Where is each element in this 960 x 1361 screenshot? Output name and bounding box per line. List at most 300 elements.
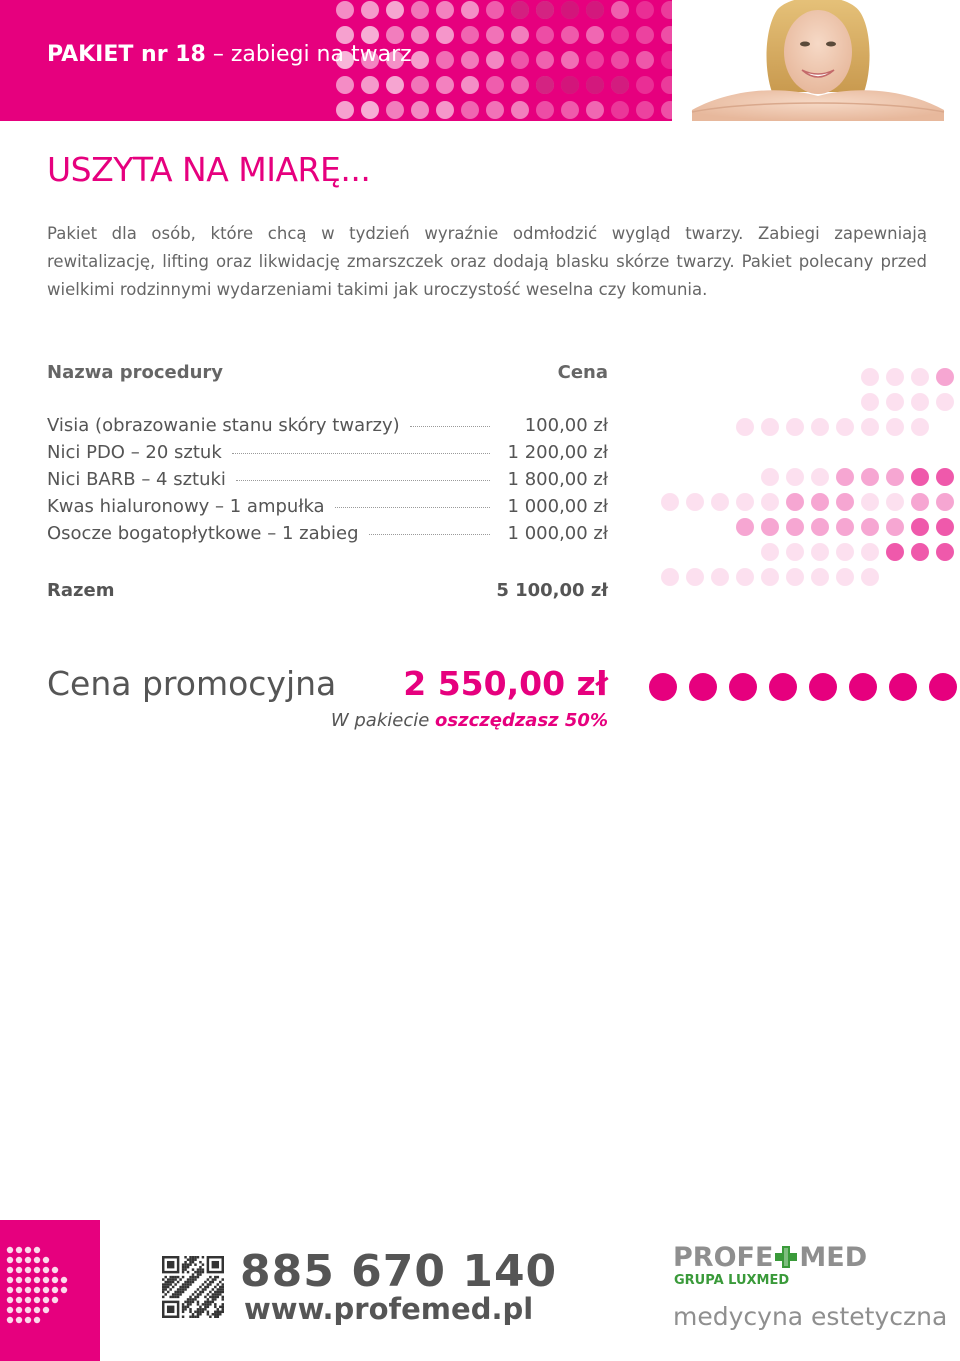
- decor-dot: [586, 76, 604, 94]
- qr-module: [167, 1261, 174, 1268]
- decor-dot: [461, 1, 479, 19]
- qr-module: [217, 1313, 219, 1315]
- qr-module: [177, 1276, 179, 1278]
- qr-module: [222, 1311, 224, 1313]
- qr-module: [194, 1316, 196, 1318]
- qr-module: [212, 1281, 214, 1283]
- decor-dot: [861, 568, 879, 586]
- decor-dot: [611, 26, 629, 44]
- qr-module: [182, 1266, 184, 1268]
- decor-dot: [561, 1, 579, 19]
- qr-module: [197, 1308, 199, 1310]
- decor-dot: [786, 493, 804, 511]
- intro-paragraph: Pakiet dla osób, które chcą w tydzień wyraźnie odmłodzić wygląd twarzy. Zabiegi zapewniają rewitalizację, lifting oraz likwidację zmarszczek oraz dodają blasku skórze twarzy. Pakiet polecany przed wielkimi rodzinnymi wydarzeniami takimi jak uroczystość weselna czy komunia.: [47, 224, 927, 299]
- decor-dot: [786, 518, 804, 536]
- procedure-name: Visia (obrazowanie stanu skóry twarzy): [47, 415, 400, 436]
- qr-module: [192, 1316, 194, 1318]
- dotted-leader: [236, 480, 490, 481]
- qr-module: [182, 1316, 184, 1318]
- qr-module: [202, 1268, 204, 1270]
- section-heading: USZYTA NA MIARĘ...: [47, 150, 371, 189]
- decor-dot: [43, 1297, 49, 1303]
- decor-dot: [586, 51, 604, 69]
- decor-dot: [736, 568, 754, 586]
- decor-dot: [461, 76, 479, 94]
- qr-module: [187, 1266, 189, 1268]
- qr-module: [214, 1296, 216, 1298]
- qr-module: [202, 1283, 204, 1285]
- qr-module: [172, 1286, 174, 1288]
- qr-module: [162, 1296, 164, 1298]
- procedure-price: 1 000,00 zł: [507, 523, 608, 544]
- qr-module: [189, 1278, 191, 1280]
- decor-dot: [929, 673, 957, 701]
- decor-dot: [7, 1247, 13, 1253]
- qr-module: [164, 1288, 166, 1290]
- decor-dot: [436, 101, 454, 119]
- package-subtitle: – zabiegi na twarz: [205, 42, 412, 67]
- total-value: 5 100,00 zł: [496, 580, 608, 601]
- qr-module: [174, 1283, 176, 1285]
- qr-module: [212, 1293, 214, 1295]
- decor-dot: [911, 393, 929, 411]
- qr-module: [222, 1288, 224, 1290]
- qr-module: [222, 1278, 224, 1280]
- decor-dot: [649, 673, 677, 701]
- decor-dot: [7, 1257, 13, 1263]
- qr-module: [197, 1288, 199, 1290]
- qr-module: [182, 1311, 184, 1313]
- qr-module: [202, 1288, 204, 1290]
- qr-module: [169, 1281, 171, 1283]
- decor-dot: [43, 1307, 49, 1313]
- qr-module: [194, 1263, 196, 1265]
- qr-module: [217, 1291, 219, 1293]
- decor-dot: [561, 26, 579, 44]
- savings-note: [300, 710, 608, 731]
- qr-module: [197, 1303, 199, 1305]
- qr-module: [194, 1278, 196, 1280]
- qr-module: [179, 1286, 181, 1288]
- qr-module: [207, 1298, 209, 1300]
- decor-dot: [411, 51, 429, 69]
- qr-module: [219, 1293, 221, 1295]
- qr-module: [192, 1256, 194, 1258]
- decor-dot: [361, 101, 379, 119]
- qr-module: [219, 1288, 221, 1290]
- qr-module: [184, 1301, 186, 1303]
- decor-dot: [16, 1267, 22, 1273]
- qr-module: [182, 1286, 184, 1288]
- decor-dot: [711, 493, 729, 511]
- qr-module: [174, 1278, 176, 1280]
- decor-dot: [811, 418, 829, 436]
- decor-dot: [34, 1247, 40, 1253]
- qr-module: [202, 1271, 204, 1273]
- qr-module: [192, 1298, 194, 1300]
- decor-dot: [511, 1, 529, 19]
- qr-module: [194, 1291, 196, 1293]
- decor-dot: [361, 1, 379, 19]
- decor-dot: [811, 518, 829, 536]
- decor-dot: [461, 101, 479, 119]
- column-header-procedure: Nazwa procedury: [47, 362, 224, 383]
- qr-module: [184, 1306, 186, 1308]
- qr-module: [172, 1278, 174, 1280]
- qr-module: [217, 1283, 219, 1285]
- qr-module: [219, 1311, 221, 1313]
- decor-dot: [811, 468, 829, 486]
- qr-module: [214, 1298, 216, 1300]
- qr-module: [217, 1316, 219, 1318]
- qr-module: [182, 1303, 184, 1305]
- decor-dot: [561, 51, 579, 69]
- qr-module: [177, 1296, 179, 1298]
- decor-dot: [686, 568, 704, 586]
- decor-dot: [911, 518, 929, 536]
- decor-dot: [911, 543, 929, 561]
- decor-dot: [861, 393, 879, 411]
- qr-module: [192, 1276, 194, 1278]
- procedure-name: Nici BARB – 4 sztuki: [47, 469, 226, 490]
- decor-dot: [43, 1287, 49, 1293]
- qr-module: [187, 1258, 189, 1260]
- qr-module: [197, 1311, 199, 1313]
- decor-dot: [7, 1277, 13, 1283]
- qr-module: [189, 1256, 191, 1258]
- decor-dot: [52, 1297, 58, 1303]
- qr-module: [197, 1296, 199, 1298]
- decor-dot: [911, 368, 929, 386]
- decor-dot: [486, 1, 504, 19]
- qr-module: [207, 1313, 209, 1315]
- procedure-price: 100,00 zł: [524, 415, 608, 436]
- qr-module: [209, 1283, 211, 1285]
- decor-dot: [411, 76, 429, 94]
- decor-dot: [861, 418, 879, 436]
- decor-dot: [836, 518, 854, 536]
- decor-dot: [886, 518, 904, 536]
- decor-dot: [25, 1287, 31, 1293]
- qr-module: [164, 1293, 166, 1295]
- qr-module: [177, 1288, 179, 1290]
- qr-module: [209, 1303, 211, 1305]
- qr-module: [212, 1296, 214, 1298]
- decor-dot: [611, 101, 629, 119]
- decor-dot: [386, 76, 404, 94]
- decor-dot: [336, 1, 354, 19]
- qr-module: [214, 1286, 216, 1288]
- decor-dot: [736, 493, 754, 511]
- dotted-leader: [232, 453, 490, 454]
- qr-module: [189, 1258, 191, 1260]
- qr-module: [219, 1291, 221, 1293]
- qr-module: [197, 1276, 199, 1278]
- qr-module: [194, 1298, 196, 1300]
- qr-module: [217, 1288, 219, 1290]
- qr-module: [199, 1273, 201, 1275]
- total-label: Razem: [47, 580, 115, 601]
- phone-number[interactable]: 885 670 140: [240, 1246, 558, 1297]
- qr-module: [179, 1278, 181, 1280]
- qr-module: [209, 1276, 211, 1278]
- decor-dot: [34, 1287, 40, 1293]
- procedure-row: [47, 469, 608, 496]
- decor-dot: [936, 368, 954, 386]
- qr-module: [199, 1261, 201, 1263]
- qr-module: [167, 1291, 169, 1293]
- qr-module: [217, 1308, 219, 1310]
- qr-module: [197, 1313, 199, 1315]
- decor-dot: [361, 76, 379, 94]
- decor-dot: [636, 76, 654, 94]
- qr-module: [209, 1301, 211, 1303]
- qr-module: [214, 1278, 216, 1280]
- decor-dot: [7, 1317, 13, 1323]
- qr-module: [187, 1306, 189, 1308]
- qr-module: [214, 1276, 216, 1278]
- qr-module: [169, 1296, 171, 1298]
- qr-module: [197, 1256, 199, 1258]
- savings-prefix: W pakiecie: [330, 710, 436, 731]
- qr-module: [179, 1288, 181, 1290]
- dotted-leader: [369, 534, 490, 535]
- side-dot-pattern: [650, 360, 960, 610]
- qr-module: [207, 1278, 209, 1280]
- decor-dot: [411, 26, 429, 44]
- qr-module: [187, 1301, 189, 1303]
- decor-dot: [16, 1247, 22, 1253]
- decor-dot: [611, 1, 629, 19]
- decor-dot: [436, 51, 454, 69]
- qr-module: [162, 1286, 164, 1288]
- qr-module: [169, 1288, 171, 1290]
- decor-dot: [7, 1287, 13, 1293]
- promo-label: Cena promocyjna: [47, 664, 337, 703]
- qr-module: [222, 1286, 224, 1288]
- decor-dot: [61, 1287, 67, 1293]
- qr-module: [214, 1306, 216, 1308]
- decor-dot: [461, 26, 479, 44]
- qr-module: [182, 1268, 184, 1270]
- qr-module: [204, 1286, 206, 1288]
- qr-module: [177, 1281, 179, 1283]
- decor-dot: [536, 76, 554, 94]
- qr-module: [192, 1281, 194, 1283]
- qr-module: [164, 1286, 166, 1288]
- qr-code-icon[interactable]: [162, 1256, 224, 1318]
- decor-dot: [736, 418, 754, 436]
- qr-module: [209, 1296, 211, 1298]
- decor-dot: [761, 493, 779, 511]
- qr-module: [184, 1283, 186, 1285]
- qr-module: [204, 1288, 206, 1290]
- qr-module: [214, 1313, 216, 1315]
- qr-module: [222, 1298, 224, 1300]
- header-banner: [0, 0, 960, 121]
- procedure-price: 1 800,00 zł: [507, 469, 608, 490]
- decor-dot: [536, 51, 554, 69]
- decor-dot: [16, 1257, 22, 1263]
- decor-dot: [7, 1297, 13, 1303]
- qr-module: [207, 1311, 209, 1313]
- decor-dot: [811, 568, 829, 586]
- decor-dot: [25, 1297, 31, 1303]
- qr-module: [179, 1291, 181, 1293]
- qr-module: [189, 1301, 191, 1303]
- decor-dot: [886, 418, 904, 436]
- decor-dot: [886, 393, 904, 411]
- qr-module: [212, 1313, 214, 1315]
- qr-module: [172, 1281, 174, 1283]
- qr-module: [184, 1286, 186, 1288]
- decor-dot: [761, 518, 779, 536]
- qr-module: [209, 1316, 211, 1318]
- decor-dot: [25, 1267, 31, 1273]
- decor-dot: [636, 26, 654, 44]
- decor-dot: [611, 51, 629, 69]
- qr-module: [207, 1301, 209, 1303]
- brand-name-left: PROFE: [673, 1242, 774, 1273]
- decor-dot: [836, 493, 854, 511]
- qr-module: [192, 1273, 194, 1275]
- decor-dot: [536, 101, 554, 119]
- qr-module: [169, 1283, 171, 1285]
- procedure-name: Kwas hialuronowy – 1 ampułka: [47, 496, 325, 517]
- qr-module: [189, 1283, 191, 1285]
- qr-module: [192, 1301, 194, 1303]
- decor-dot: [52, 1267, 58, 1273]
- qr-module: [222, 1291, 224, 1293]
- decor-dot: [811, 543, 829, 561]
- qr-module: [202, 1303, 204, 1305]
- qr-module: [187, 1263, 189, 1265]
- qr-module: [187, 1283, 189, 1285]
- decor-dot: [936, 543, 954, 561]
- package-number: PAKIET nr 18: [47, 42, 206, 67]
- decor-dot: [736, 518, 754, 536]
- decor-dot: [511, 26, 529, 44]
- decor-dot: [836, 543, 854, 561]
- decor-dot: [561, 76, 579, 94]
- qr-module: [189, 1261, 191, 1263]
- decor-dot: [769, 673, 797, 701]
- brand-name-right: MED: [799, 1242, 868, 1273]
- qr-module: [192, 1261, 194, 1263]
- qr-module: [164, 1276, 166, 1278]
- qr-module: [189, 1316, 191, 1318]
- decor-dot: [761, 418, 779, 436]
- qr-module: [162, 1283, 164, 1285]
- procedure-row: [47, 415, 608, 442]
- decor-dot: [16, 1277, 22, 1283]
- qr-module: [214, 1303, 216, 1305]
- page-title: [47, 42, 412, 67]
- decor-dot: [636, 1, 654, 19]
- qr-module: [197, 1271, 199, 1273]
- profemed-logo: [673, 1242, 867, 1273]
- brand-group-name: GRUPA LUXMED: [674, 1273, 790, 1288]
- decor-dot: [25, 1257, 31, 1263]
- qr-module: [182, 1271, 184, 1273]
- qr-module: [199, 1311, 201, 1313]
- decor-dot: [711, 568, 729, 586]
- decor-dot: [34, 1267, 40, 1273]
- qr-module: [182, 1308, 184, 1310]
- qr-module: [194, 1258, 196, 1260]
- qr-module: [219, 1286, 221, 1288]
- qr-module: [189, 1296, 191, 1298]
- qr-module: [167, 1306, 174, 1313]
- decor-dot: [16, 1317, 22, 1323]
- qr-module: [164, 1281, 166, 1283]
- qr-module: [192, 1278, 194, 1280]
- decor-dot: [936, 393, 954, 411]
- qr-module: [182, 1306, 184, 1308]
- qr-module: [202, 1311, 204, 1313]
- medical-cross-icon: [774, 1245, 798, 1269]
- qr-module: [199, 1306, 201, 1308]
- footer-dot-pattern: [0, 1220, 100, 1361]
- decor-dot: [729, 673, 757, 701]
- smiling-woman-photo: [672, 0, 960, 121]
- qr-module: [187, 1298, 189, 1300]
- qr-module: [189, 1303, 191, 1305]
- procedure-row: [47, 523, 608, 550]
- qr-module: [212, 1261, 219, 1268]
- decor-dot: [761, 468, 779, 486]
- qr-module: [199, 1293, 201, 1295]
- qr-module: [199, 1268, 201, 1270]
- qr-module: [207, 1286, 209, 1288]
- decor-dot: [536, 26, 554, 44]
- qr-module: [197, 1293, 199, 1295]
- decor-dot: [911, 468, 929, 486]
- qr-module: [219, 1313, 221, 1315]
- qr-module: [202, 1308, 204, 1310]
- qr-module: [194, 1271, 196, 1273]
- qr-module: [167, 1283, 169, 1285]
- qr-module: [219, 1306, 221, 1308]
- qr-module: [207, 1283, 209, 1285]
- decor-dot: [511, 76, 529, 94]
- qr-module: [204, 1303, 206, 1305]
- dotted-leader: [335, 507, 490, 508]
- qr-module: [212, 1298, 214, 1300]
- decor-dot: [886, 368, 904, 386]
- decor-dot: [561, 101, 579, 119]
- decor-dot: [43, 1277, 49, 1283]
- qr-module: [187, 1271, 189, 1273]
- decor-dot: [25, 1277, 31, 1283]
- qr-module: [184, 1268, 186, 1270]
- qr-module: [222, 1306, 224, 1308]
- decor-dot: [34, 1317, 40, 1323]
- decor-dot: [586, 1, 604, 19]
- decor-dot: [861, 543, 879, 561]
- decor-dot: [761, 543, 779, 561]
- procedure-row: [47, 496, 608, 523]
- decor-dot: [61, 1277, 67, 1283]
- qr-module: [172, 1296, 174, 1298]
- decor-dot: [786, 418, 804, 436]
- website-link[interactable]: www.profemed.pl: [244, 1292, 534, 1326]
- procedure-price: 1 000,00 zł: [507, 496, 608, 517]
- decor-dot: [386, 1, 404, 19]
- decor-dot: [636, 101, 654, 119]
- procedure-name: Nici PDO – 20 sztuk: [47, 442, 222, 463]
- decor-dot: [861, 368, 879, 386]
